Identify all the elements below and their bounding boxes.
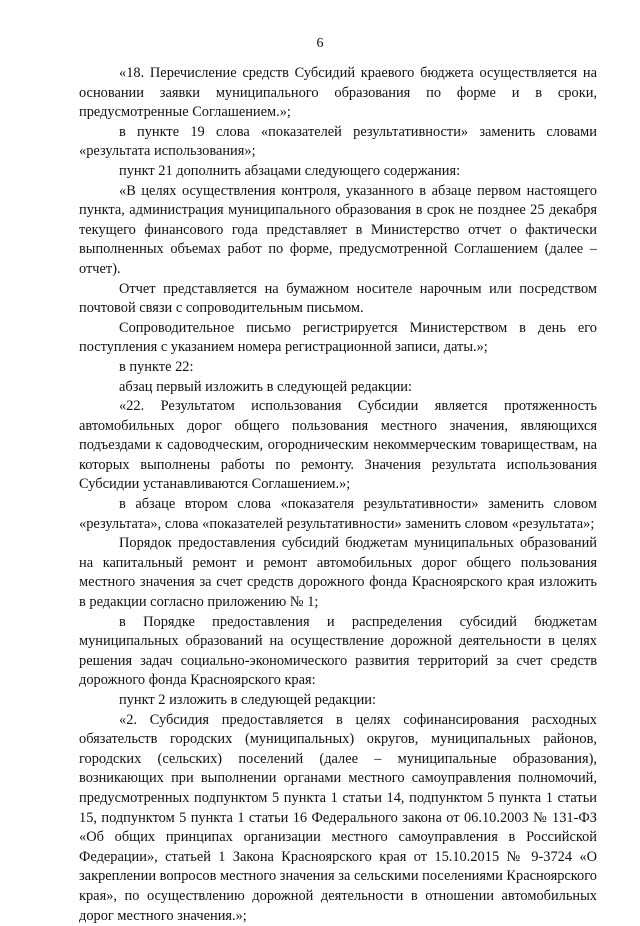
paragraph-report-delivery: Отчет представляется на бумажном носителе нарочным или посредством почтовой связи с сопроводительным письмом. [79,280,597,317]
paragraph-item-18: «18. Перечисление средств Субсидий краевого бюджета осуществляется на основании заявки муниципального образования по форме и в сроки, предусмотренные Соглашением.»; [79,65,597,121]
paragraph-item-22-intro: в пункте 22: [119,358,194,375]
paragraph-item-2-text: «2. Субсидия предоставляется в целях софинансирования расходных обязательств городских (муниципальных) округов, муниципальных районов, городских (сельских) поселений (далее – муниципальные образования), возникающих при выполнении органами местного самоуправления полномочий, предусмотренных подпунктом 5 пункта 1 статьи 14, подпунктом 5 пункта 1 статьи 15, подпунктом 5 пункта 1 статьи 16 Федерального закона от 06.10.2003 № 131-ФЗ «Об общих принципах организации местного самоуправления в Российской Федерации», статьей 1 Закона Красноярского края от 15.10.2015 № 9-3724 «О закреплении вопросов местного значения за сельскими поселениями Красноярского края», по осуществлению дорожной деятельности в отношении автомобильных дорог местного значения.»; [79,711,597,924]
paragraph-item-2-intro: пункт 2 изложить в следующей редакции: [119,692,376,708]
paragraph-control-report: «В целях осуществления контроля, указанного в абзаце первом настоящего пункта, администрация муниципального образования в срок не позднее 25 декабря текущего финансового года представляет в Министерство отчет о фактически выполненных объемах работ по форме, предусмотренной Соглашением (далее – отчет). [79,182,597,277]
paragraph-first-abzac: абзац первый изложить в следующей редакции: [119,378,413,395]
paragraph-item-21-intro: пункт 21 дополнить абзацами следующего содержания: [119,162,461,179]
paragraph-second-abzac: в абзаце втором слова «показателя результативности» заменить словом «результата», слова «показателей результативности» заменить словом «результата»; [79,496,597,532]
paragraph-item-22-text: «22. Результатом использования Субсидии является протяженность автомобильных дорог общего пользования местного значения, являющихся подъездами к садоводческим, огородническим некоммерческим товариществам, на которых выполнены работы по ремонту. Значения результата использования Субсидии устанавливаются Соглашением.»; [79,398,597,493]
paragraph-cover-letter: Сопроводительное письмо регистрируется Министерством в день его поступления с указанием номера регистрационной записи, даты.»; [79,319,597,356]
paragraph-item-19-change: в пункте 19 слова «показателей результативности» заменить словами «результата использования»; [79,123,597,160]
page-number: 6 [316,36,324,51]
paragraph-distribution-order: в Порядке предоставления и распределения субсидий бюджетам муниципальных образований на осуществление дорожной деятельности в целях решения задач социально-экономического развития территорий за счет средств дорожного фонда Красноярского края: [79,613,597,689]
paragraph-capital-repair-order: Порядок предоставления субсидий бюджетам муниципальных образований на капитальный ремонт и ремонт автомобильных дорог общего пользования местного значения за счет средств дорожного фонда Красноярского края изложить в редакции согласно приложению № 1; [79,535,597,611]
document-body [79,64,597,926]
